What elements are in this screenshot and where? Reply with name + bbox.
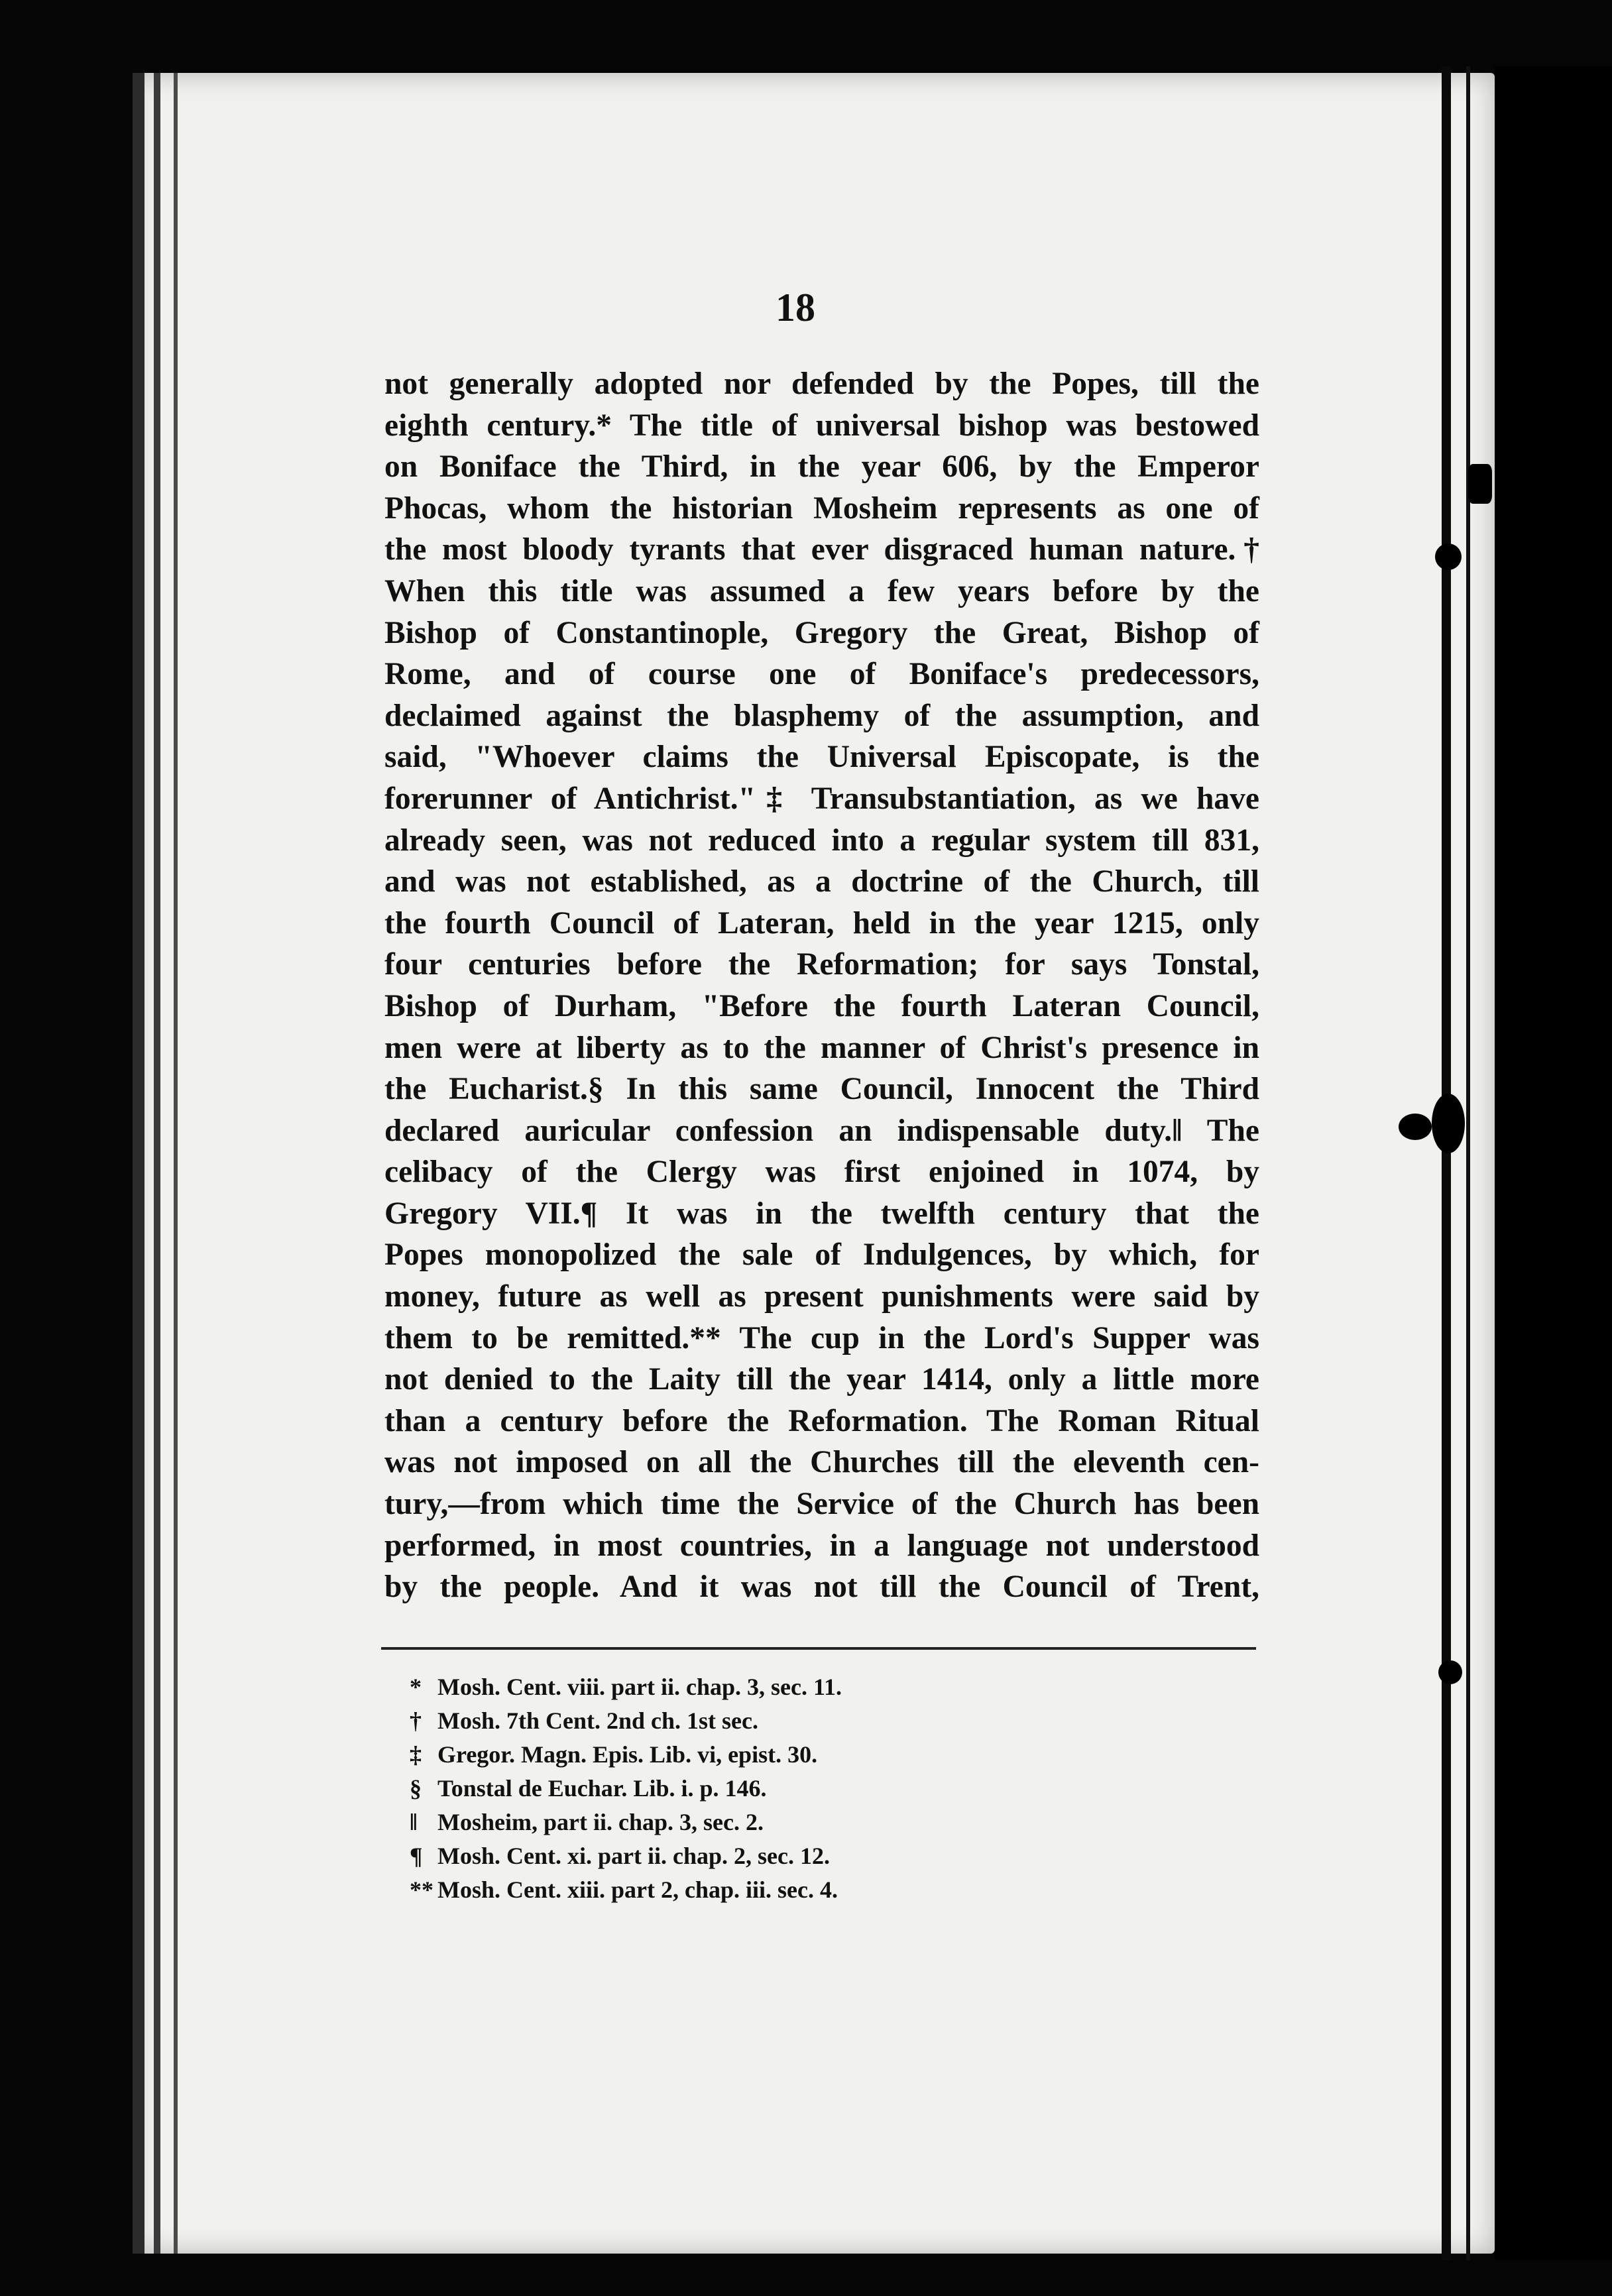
ink-blot — [1438, 1660, 1462, 1684]
right-page-edge — [1442, 66, 1451, 2260]
text-line: Phocas, whom the historian Mosheim represents as one of — [384, 490, 1259, 526]
text-line: declared auricular confession an indispensable duty.‖ The — [384, 1113, 1259, 1148]
ink-blot — [1468, 464, 1492, 504]
right-dark-margin — [1495, 66, 1612, 2260]
footnote-text: Mosh. Cent. xiii. part 2, chap. iii. sec. 4. — [437, 1876, 838, 1903]
text-line: was not imposed on all the Churches till the eleventh cen- — [384, 1445, 1259, 1480]
footnote-mark: ‖ — [410, 1809, 418, 1835]
footnote — [410, 1704, 842, 1738]
footnote — [410, 1839, 842, 1873]
text-line: eighth century.* The title of universal bishop was bestowed — [384, 408, 1259, 443]
text-line: than a century before the Reformation. The Roman Ritual — [384, 1403, 1259, 1438]
text-line: tury,—from which time the Service of the Church has been — [384, 1487, 1259, 1522]
text-line: When this title was assumed a few years before by the — [384, 573, 1259, 608]
ink-blot — [1435, 544, 1462, 570]
footnote-text: Mosh. Cent. viii. part ii. chap. 3, sec. 11. — [437, 1674, 842, 1700]
footnote-mark: ¶ — [410, 1843, 423, 1869]
footnote-rule — [381, 1647, 1256, 1650]
footnote-text: Mosh. Cent. xi. part ii. chap. 2, sec. 12. — [437, 1843, 830, 1869]
binding-edge — [154, 73, 160, 2254]
footnote-text: Mosh. 7th Cent. 2nd ch. 1st sec. — [437, 1707, 759, 1734]
footnotes — [410, 1670, 842, 1907]
text-line: them to be remitted.** The cup in the Lord's Supper was — [384, 1320, 1259, 1355]
text-line: celibacy of the Clergy was first enjoined in 1074, by — [384, 1155, 1259, 1190]
footnote-mark: † — [410, 1707, 422, 1734]
text-line: said, "Whoever claims the Universal Episcopate, is the — [384, 740, 1259, 775]
ink-blot — [1399, 1114, 1432, 1140]
text-line: money, future as well as present punishments were said by — [384, 1279, 1259, 1314]
footnote-mark: ‡ — [410, 1741, 422, 1768]
text-line: performed, in most countries, in a language not understood — [384, 1528, 1259, 1563]
footnote-mark: * — [410, 1674, 422, 1700]
text-line: Bishop of Constantinople, Gregory the Great, Bishop of — [384, 615, 1259, 650]
text-line: Bishop of Durham, "Before the fourth Lateran Council, — [384, 988, 1259, 1023]
text-line: declaimed against the blasphemy of the assumption, and — [384, 698, 1259, 733]
binding-edge — [133, 73, 144, 2254]
text-line: not denied to the Laity till the year 1414, only a little more — [384, 1362, 1259, 1397]
footnote — [410, 1806, 842, 1839]
text-line: the Eucharist.§ In this same Council, Innocent the Third — [384, 1072, 1259, 1107]
ink-blot — [1432, 1094, 1465, 1153]
text-line: and was not established, as a doctrine of the Church, till — [384, 864, 1259, 899]
text-line: the most bloody tyrants that ever disgraced human nature.† — [384, 532, 1259, 567]
text-line: by the people. And it was not till the Council of Trent, — [384, 1570, 1259, 1605]
footnote — [410, 1873, 842, 1907]
text-line: already seen, was not reduced into a regular system till 831, — [384, 823, 1259, 858]
text-line: forerunner of Antichrist."‡ Transubstantiation, as we have — [384, 781, 1259, 816]
text-line: Popes monopolized the sale of Indulgences, by which, for — [384, 1237, 1259, 1273]
footnote-mark: § — [410, 1775, 422, 1802]
body-text — [384, 363, 1259, 1608]
text-line: four centuries before the Reformation; for says Tonstal, — [384, 947, 1259, 982]
binding-edge — [174, 73, 178, 2254]
footnote — [410, 1772, 842, 1806]
footnote-mark: ** — [410, 1876, 433, 1903]
text-line: Rome, and of course one of Boniface's predecessors, — [384, 657, 1259, 692]
text-line: the fourth Council of Lateran, held in the year 1215, only — [384, 905, 1259, 941]
text-line: men were at liberty as to the manner of Christ's presence in — [384, 1030, 1259, 1065]
page-number: 18 — [776, 286, 815, 329]
text-line: on Boniface the Third, in the year 606, by the Emperor — [384, 449, 1259, 485]
footnote — [410, 1738, 842, 1772]
text-line: Gregory VII.¶ It was in the twelfth century that the — [384, 1196, 1259, 1231]
footnote-text: Mosheim, part ii. chap. 3, sec. 2. — [437, 1809, 764, 1835]
footnote-text: Gregor. Magn. Epis. Lib. vi, epist. 30. — [437, 1741, 818, 1768]
footnote — [410, 1670, 842, 1704]
footnote-text: Tonstal de Euchar. Lib. i. p. 146. — [437, 1775, 767, 1802]
right-page-edge — [1466, 66, 1470, 2260]
text-line: not generally adopted nor defended by the Popes, till the — [384, 367, 1259, 401]
